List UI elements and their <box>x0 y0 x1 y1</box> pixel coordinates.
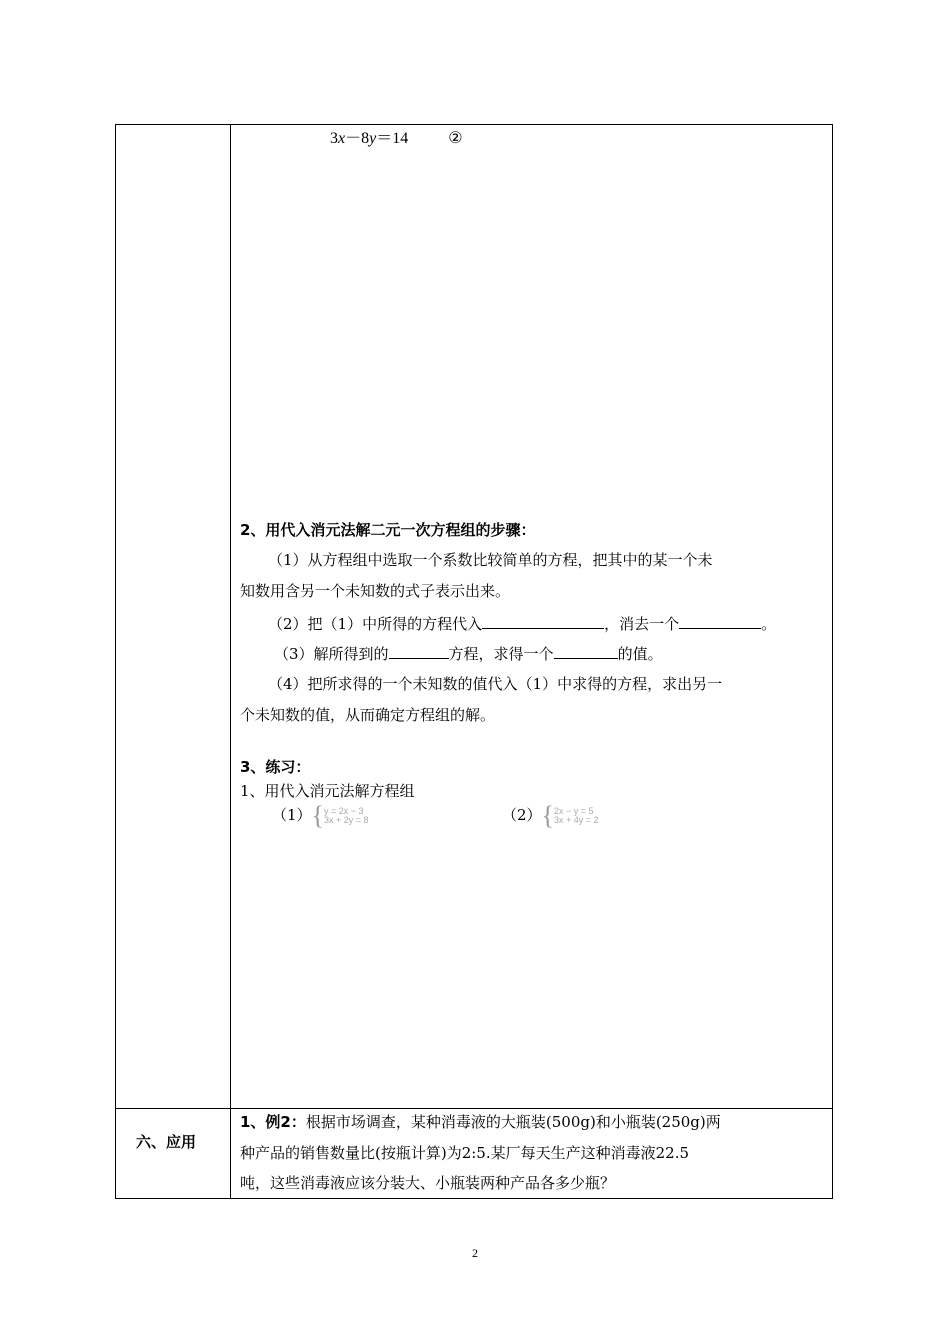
application-line-3: 吨，这些消毒液应该分装大、小瓶装两种产品各多少瓶？ <box>240 1174 616 1192</box>
equation-2: 3x－8y＝14 ② <box>330 130 463 147</box>
equation-system-1: y = 2x − 3 3x + 2y = 8 <box>324 806 369 825</box>
practice-heading: 3、练习： <box>240 758 311 776</box>
row-divider <box>116 1108 832 1109</box>
page-number: 2 <box>472 1246 478 1260</box>
application-label: 六、应用 <box>136 1133 197 1151</box>
application-line-2: 种产品的销售数量比(按瓶计算)为2:5.某厂每天生产这种消毒液22.5 <box>240 1144 690 1162</box>
blank-eliminate[interactable] <box>679 613 761 629</box>
blank-substitute-into[interactable] <box>482 613 604 629</box>
practice-problem-2: （2）{2x − y = 5 3x + 4y = 2 <box>502 801 599 830</box>
brace-icon: { <box>541 801 555 830</box>
practice-line-1: 1、用代入消元法解方程组 <box>240 782 415 800</box>
lesson-table <box>115 124 833 1199</box>
blank-unknown[interactable] <box>554 643 618 659</box>
equation-system-2: 2x − y = 5 3x + 4y = 2 <box>554 806 599 825</box>
step-1-line-1: （1）从方程组中选取一个系数比较简单的方程，把其中的某一个未 <box>268 551 713 569</box>
blank-equation-type[interactable] <box>389 643 449 659</box>
equation-mark: ② <box>448 130 463 147</box>
column-divider <box>230 125 231 1198</box>
step-1-line-2: 知数用含另一个未知数的式子表示出来。 <box>240 582 511 600</box>
application-line-1: 1、例2：根据市场调查，某种消毒液的大瓶装(500g)和小瓶装(250g)两 <box>240 1113 721 1131</box>
brace-icon: { <box>311 801 325 830</box>
step-2: （2）把（1）中所得的方程代入 ，消去一个 。 <box>268 615 777 633</box>
step-4-line-2: 个未知数的值，从而确定方程组的解。 <box>240 706 496 724</box>
practice-problem-1: （1）{y = 2x − 3 3x + 2y = 8 <box>272 801 369 830</box>
step-3: （3）解所得到的 方程，求得一个 的值。 <box>274 645 663 663</box>
steps-heading: 2、用代入消元法解二元一次方程组的步骤： <box>240 521 536 539</box>
step-4-line-1: （4）把所求得的一个未知数的值代入（1）中求得的方程，求出另一 <box>268 675 723 693</box>
